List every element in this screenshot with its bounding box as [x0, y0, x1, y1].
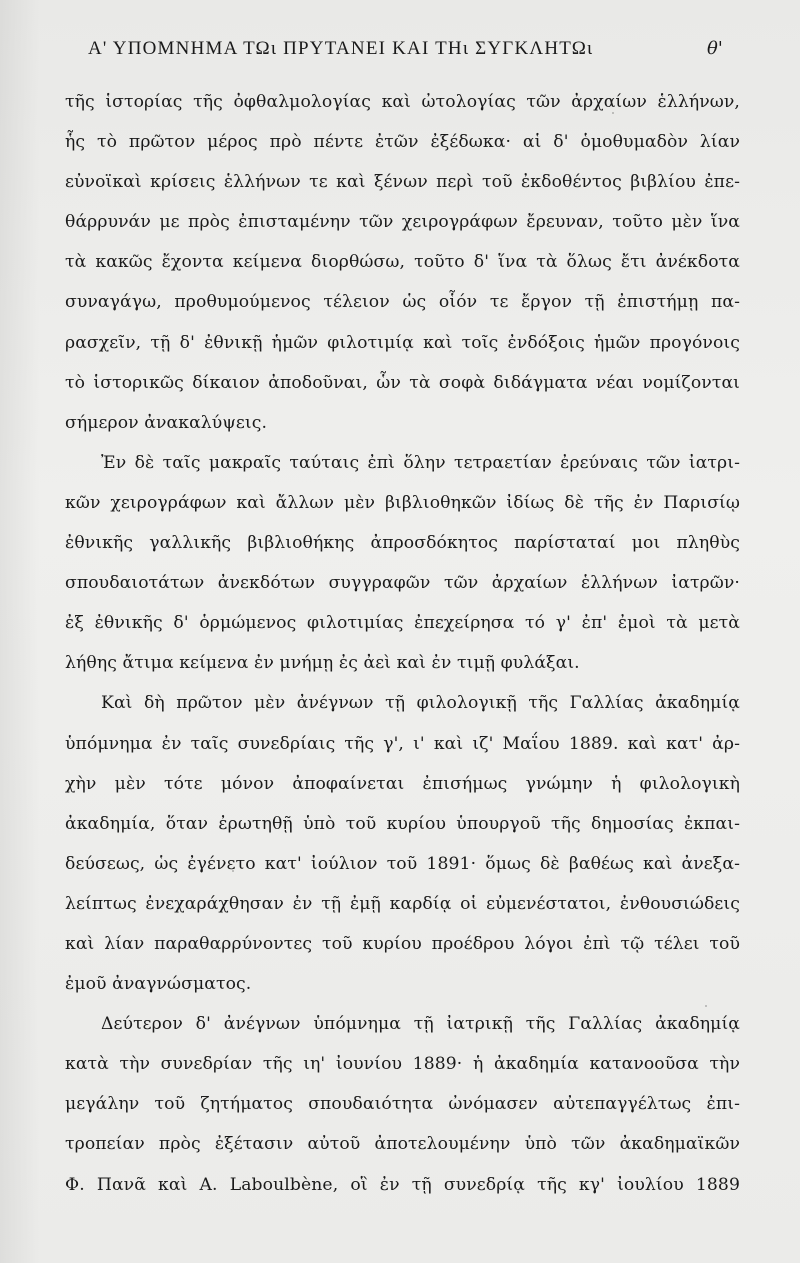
paragraph-start-line: Ἐν δὲ ταῖς μακραῖς ταύταις ἐπὶ ὅλην τετραετίαν ἐρεύναις τῶν ἰατρι-	[101, 452, 740, 473]
paragraph-start-line: Καὶ δὴ πρῶτον μὲν ἀνέγνων τῇ φιλολογικῇ τῆς Γαλλίας ἀκαδημίᾳ	[101, 693, 740, 714]
text-line: Φ. Πανᾶ καὶ A. Laboulbène, οἳ ἐν τῇ συνεδρίᾳ τῆς κγ' ἰουλίου 1889	[65, 1174, 740, 1195]
page-number: θ'	[707, 38, 723, 59]
text-line: ἧς τὸ πρῶτον μέρος πρὸ πέντε ἐτῶν ἐξέδωκα· αἱ δ' ὁμοθυμαδὸν λίαν	[65, 132, 740, 153]
text-line: σπουδαιοτάτων ἀνεκδότων συγγραφῶν τῶν ἀρχαίων ἑλλήνων ἰατρῶν·	[65, 573, 740, 594]
running-header	[0, 38, 800, 66]
text-line: δεύσεως, ὡς ἐγένετο κατ' ἰούλιον τοῦ 1891· ὅμως δὲ βαθέως καὶ ἀνεξα-	[65, 853, 740, 874]
scan-speck	[612, 112, 614, 114]
text-line: τὸ ἱστορικῶς δίκαιον ἀποδοῦναι, ὧν τὰ σοφὰ διδάγματα νέαι νομίζονται	[65, 372, 740, 393]
body-text	[65, 82, 740, 1205]
text-line: θάρρυνάν με πρὸς ἐπισταμένην τῶν χειρογράφων ἔρευναν, τοῦτο μὲν ἵνα	[65, 212, 740, 233]
scan-speck	[470, 380, 472, 382]
text-line: τὰ κακῶς ἔχοντα κείμενα διορθώσω, τοῦτο δ' ἵνα τὰ ὅλως ἔτι ἀνέκδοτα	[65, 252, 740, 273]
text-line: συναγάγω, προθυμούμενος τέλειον ὡς οἷόν τε ἔργον τῇ ἐπιστήμῃ πα-	[65, 292, 740, 313]
text-line: ὑπόμνημα ἐν ταῖς συνεδρίαις τῆς γ', ι' καὶ ιζ' Μαΐου 1889. καὶ κατ' ἀρ-	[65, 733, 740, 754]
text-line: κατὰ τὴν συνεδρίαν τῆς ιη' ἰουνίου 1889· ἡ ἀκαδημία κατανοοῦσα τὴν	[65, 1054, 740, 1075]
scan-speck	[232, 870, 234, 872]
text-line: λήθης ἄτιμα κείμενα ἐν μνήμῃ ἐς ἀεὶ καὶ ἐν τιμῇ φυλάξαι.	[65, 653, 580, 674]
text-line: σήμερον ἀνακαλύψεις.	[65, 412, 268, 433]
text-line: μεγάλην τοῦ ζητήματος σπουδαιότητα ὠνόμασεν αὐτεπαγγέλτως ἐπι-	[65, 1094, 740, 1115]
text-line: τῆς ἱστορίας τῆς ὀφθαλμολογίας καὶ ὠτολογίας τῶν ἀρχαίων ἑλλήνων,	[65, 92, 740, 112]
scan-speck	[705, 1005, 707, 1007]
text-line: ἀκαδημία, ὅταν ἐρωτηθῇ ὑπὸ τοῦ κυρίου ὑπουργοῦ τῆς δημοσίας ἐκπαι-	[65, 813, 740, 834]
text-line: κῶν χειρογράφων καὶ ἄλλων μὲν βιβλιοθηκῶν ἰδίως δὲ τῆς ἐν Παρισίῳ	[65, 492, 740, 513]
running-title: Α' ΥΠΟΜΝΗΜΑ ΤΩι ΠΡΥΤΑΝΕΙ ΚΑΙ ΤΗι ΣΥΓΚΛΗΤΩι	[88, 38, 594, 59]
text-line: ρασχεῖν, τῇ δ' ἐθνικῇ ἡμῶν φιλοτιμίᾳ καὶ τοῖς ἐνδόξοις ἡμῶν προγόνοις	[65, 332, 740, 353]
text-line: χὴν μὲν τότε μόνον ἀποφαίνεται ἐπισήμως γνώμην ἡ φιλολογικὴ	[65, 773, 740, 794]
text-line: ἐθνικῆς γαλλικῆς βιβλιοθήκης ἀπροσδόκητος παρίσταταί μοι πληθὺς	[65, 533, 740, 554]
text-line: λείπτως ἐνεχαράχθησαν ἐν τῇ ἐμῇ καρδίᾳ οἱ εὐμενέστατοι, ἐνθουσιώδεις	[65, 893, 740, 914]
text-line: καὶ λίαν παραθαρρύνοντες τοῦ κυρίου προέδρου λόγοι ἐπὶ τῷ τέλει τοῦ	[65, 933, 740, 954]
text-line: ἐμοῦ ἀναγνώσματος.	[65, 974, 252, 995]
text-line: εὐνοϊκαὶ κρίσεις ἑλλήνων τε καὶ ξένων περὶ τοῦ ἐκδοθέντος βιβλίου ἐπε-	[65, 172, 740, 193]
text-line: ἐξ ἐθνικῆς δ' ὁρμώμενος φιλοτιμίας ἐπεχείρησα τό γ' ἐπ' ἐμοὶ τὰ μετὰ	[65, 613, 740, 634]
text-line: τροπείαν πρὸς ἐξέτασιν αὐτοῦ ἀποτελουμένην ὑπὸ τῶν ἀκαδημαϊκῶν	[65, 1134, 740, 1155]
paragraph-start-line: Δεύτερον δ' ἀνέγνων ὑπόμνημα τῇ ἰατρικῇ τῆς Γαλλίας ἀκαδημίᾳ	[101, 1014, 740, 1035]
